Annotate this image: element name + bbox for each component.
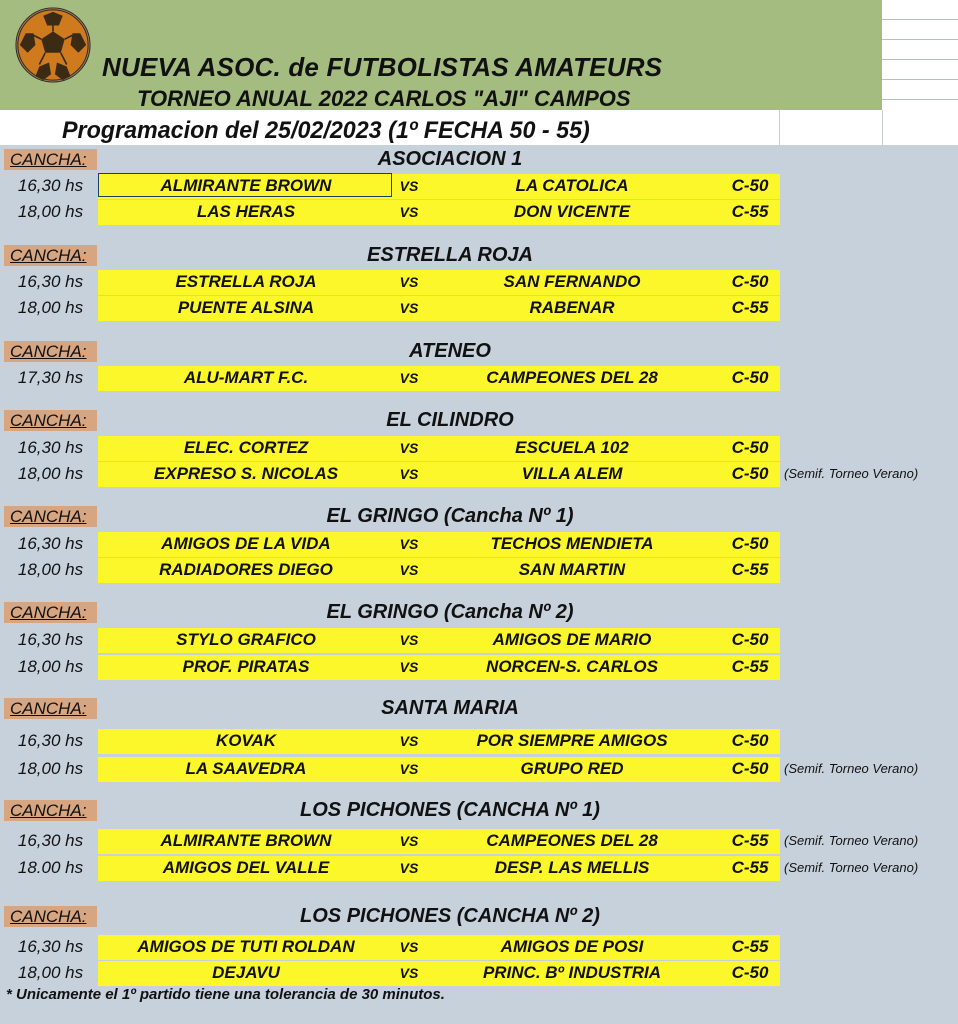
match-time: 18,00 hs xyxy=(17,298,84,317)
venue-name: EL CILINDRO xyxy=(386,409,514,431)
match-time: 18,00 hs xyxy=(17,202,84,221)
category-badge: C-55 xyxy=(731,858,769,877)
home-team: ALMIRANTE BROWN xyxy=(160,176,332,195)
schedule-title: Programacion del 25/02/2023 (1º FECHA 50 - 55) xyxy=(62,117,590,144)
match-time: 17,30 hs xyxy=(17,368,84,387)
home-team: RADIADORES DIEGO xyxy=(159,560,333,579)
cancha-label: CANCHA: xyxy=(4,410,97,431)
match-time: 16,30 hs xyxy=(17,272,84,291)
away-team: GRUPO RED xyxy=(520,759,624,778)
venue-name: ASOCIACION 1 xyxy=(377,148,523,170)
home-team: ELEC. CORTEZ xyxy=(183,438,309,457)
vs-separator: VS xyxy=(399,274,419,290)
cancha-label: CANCHA: xyxy=(4,698,97,719)
cancha-label: CANCHA: xyxy=(4,906,97,927)
vs-separator: VS xyxy=(399,440,419,456)
category-badge: C-55 xyxy=(731,831,769,850)
away-team: NORCEN-S. CARLOS xyxy=(486,657,658,676)
vs-separator: VS xyxy=(399,178,419,194)
away-team: DESP. LAS MELLIS xyxy=(494,858,650,877)
selected-cell[interactable] xyxy=(98,173,392,197)
cancha-label: CANCHA: xyxy=(4,341,97,362)
category-badge: C-55 xyxy=(731,202,769,221)
away-team: CAMPEONES DEL 28 xyxy=(486,368,658,387)
vs-separator: VS xyxy=(399,733,419,749)
match-time: 16,30 hs xyxy=(17,176,84,195)
away-team: TECHOS MENDIETA xyxy=(490,534,654,553)
match-note: (Semif. Torneo Verano) xyxy=(784,860,919,875)
match-time: 16,30 hs xyxy=(17,831,84,850)
vs-separator: VS xyxy=(399,833,419,849)
home-team: AMIGOS DEL VALLE xyxy=(162,858,330,877)
category-badge: C-50 xyxy=(731,368,769,387)
vs-separator: VS xyxy=(399,370,419,386)
away-team: SAN FERNANDO xyxy=(503,272,641,291)
match-time: 16,30 hs xyxy=(17,937,84,956)
venue-name: LOS PICHONES (CANCHA Nº 2) xyxy=(300,905,600,927)
away-team: LA CATOLICA xyxy=(515,176,629,195)
venue-name: ATENEO xyxy=(409,340,491,362)
home-team: AMIGOS DE LA VIDA xyxy=(161,534,331,553)
vs-separator: VS xyxy=(399,659,419,675)
vs-separator: VS xyxy=(399,536,419,552)
home-team: ESTRELLA ROJA xyxy=(175,272,317,291)
category-badge: C-50 xyxy=(731,272,769,291)
vs-separator: VS xyxy=(399,761,419,777)
category-badge: C-50 xyxy=(731,759,769,778)
home-team: PUENTE ALSINA xyxy=(177,298,315,317)
category-badge: C-50 xyxy=(731,963,769,982)
vs-separator: VS xyxy=(399,939,419,955)
cancha-label: CANCHA: xyxy=(4,602,97,623)
association-title: NUEVA ASOC. de FUTBOLISTAS AMATEURS xyxy=(102,52,663,82)
match-note: (Semif. Torneo Verano) xyxy=(784,833,919,848)
vs-separator: VS xyxy=(399,632,419,648)
category-badge: C-55 xyxy=(731,937,769,956)
away-team: AMIGOS DE POSI xyxy=(500,937,644,956)
home-team: AMIGOS DE TUTI ROLDAN xyxy=(137,937,355,956)
away-team: ESCUELA 102 xyxy=(515,438,629,457)
soccer-ball-icon xyxy=(14,6,92,84)
match-time: 18,00 hs xyxy=(17,657,84,676)
home-team: ALMIRANTE BROWN xyxy=(160,831,332,850)
away-team: SAN MARTIN xyxy=(518,560,626,579)
cancha-label: CANCHA: xyxy=(4,245,97,266)
category-badge: C-50 xyxy=(731,534,769,553)
home-team: ALU-MART F.C. xyxy=(183,368,309,387)
venue-name: LOS PICHONES (CANCHA Nº 1) xyxy=(300,799,600,821)
tournament-title: TORNEO ANUAL 2022 CARLOS "AJI" CAMPOS xyxy=(137,86,631,111)
venue-name: EL GRINGO (Cancha Nº 1) xyxy=(326,505,574,527)
match-note: (Semif. Torneo Verano) xyxy=(784,761,919,776)
cancha-label: CANCHA: xyxy=(4,506,97,527)
cancha-label: CANCHA: xyxy=(4,800,97,821)
vs-separator: VS xyxy=(399,204,419,220)
match-time: 18,00 hs xyxy=(17,759,84,778)
category-badge: C-55 xyxy=(731,657,769,676)
vs-separator: VS xyxy=(399,965,419,981)
grid-line xyxy=(882,110,883,145)
grid-line xyxy=(779,110,780,145)
away-team: RABENAR xyxy=(529,298,615,317)
category-badge: C-55 xyxy=(731,560,769,579)
category-badge: C-50 xyxy=(731,438,769,457)
away-team: CAMPEONES DEL 28 xyxy=(486,831,658,850)
home-team: KOVAK xyxy=(215,731,277,750)
home-team: DEJAVU xyxy=(212,963,280,982)
match-time: 16,30 hs xyxy=(17,534,84,553)
home-team: LA SAAVEDRA xyxy=(185,759,307,778)
away-team: VILLA ALEM xyxy=(521,464,623,483)
category-badge: C-50 xyxy=(731,630,769,649)
home-team: EXPRESO S. NICOLAS xyxy=(153,464,339,483)
footnote: * Unicamente el 1º partido tiene una tolerancia de 30 minutos. xyxy=(6,986,445,1003)
home-team: LAS HERAS xyxy=(196,202,296,221)
venue-name: EL GRINGO (Cancha Nº 2) xyxy=(326,601,574,623)
match-time: 18,00 hs xyxy=(17,963,84,982)
cancha-label: CANCHA: xyxy=(4,149,97,170)
category-badge: C-50 xyxy=(731,731,769,750)
category-badge: C-55 xyxy=(731,298,769,317)
vs-separator: VS xyxy=(399,466,419,482)
category-badge: C-50 xyxy=(731,464,769,483)
vs-separator: VS xyxy=(399,562,419,578)
category-badge: C-50 xyxy=(731,176,769,195)
match-time: 16,30 hs xyxy=(17,731,84,750)
match-time: 16,30 hs xyxy=(17,630,84,649)
match-time: 18.00 hs xyxy=(17,858,84,877)
vs-separator: VS xyxy=(399,860,419,876)
home-team: PROF. PIRATAS xyxy=(182,657,310,676)
venue-name: ESTRELLA ROJA xyxy=(367,244,533,266)
match-time: 16,30 hs xyxy=(17,438,84,457)
away-team: AMIGOS DE MARIO xyxy=(492,630,652,649)
away-team: DON VICENTE xyxy=(513,202,631,221)
match-note: (Semif. Torneo Verano) xyxy=(784,466,919,481)
vs-separator: VS xyxy=(399,300,419,316)
away-team: PRINC. Bº INDUSTRIA xyxy=(482,963,662,982)
home-team: STYLO GRAFICO xyxy=(176,630,316,649)
venue-name: SANTA MARIA xyxy=(381,697,519,719)
match-time: 18,00 hs xyxy=(17,560,84,579)
match-time: 18,00 hs xyxy=(17,464,84,483)
away-team: POR SIEMPRE AMIGOS xyxy=(476,731,668,750)
